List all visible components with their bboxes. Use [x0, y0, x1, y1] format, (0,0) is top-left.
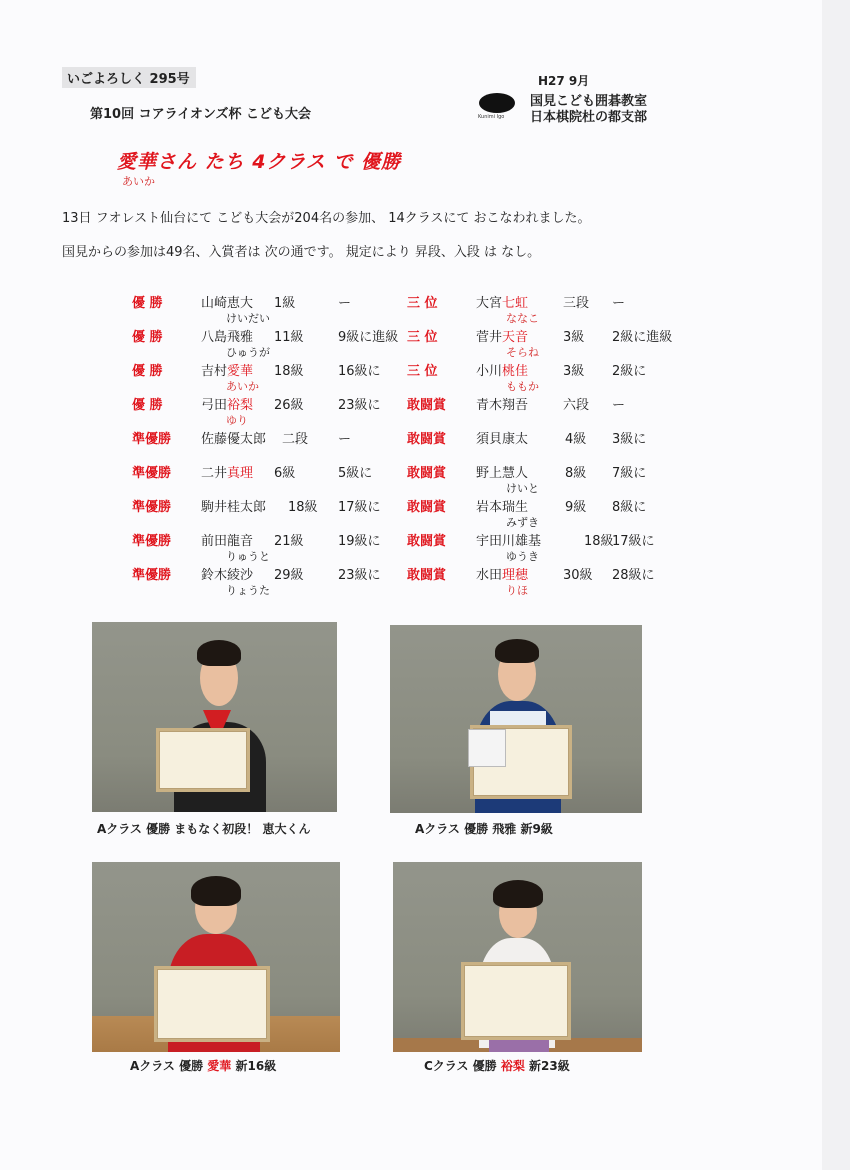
- name-ruby: あいか: [226, 380, 259, 393]
- winner-name-part: 小川: [476, 364, 503, 379]
- winner-grade: 3級: [563, 330, 585, 345]
- promotion-note: ー: [338, 296, 352, 311]
- page-edge: [822, 0, 850, 1170]
- award-label: 三 位: [407, 296, 438, 311]
- winner-name: [201, 394, 253, 413]
- winner-grade: 二段: [282, 432, 309, 447]
- award-label: 敢闘賞: [407, 500, 447, 515]
- promotion-note: ー: [338, 432, 352, 447]
- winner-name: [476, 360, 528, 379]
- winner-name: [476, 496, 528, 515]
- winner-name-part: 宇田川雄基: [476, 534, 542, 549]
- winner-grade: 4級: [565, 432, 587, 447]
- award-label: 準優勝: [132, 568, 172, 583]
- winner-grade: 六段: [563, 398, 590, 413]
- photo-a-class-aika: [92, 862, 340, 1052]
- winner-name-part: 水田: [476, 568, 503, 583]
- name-ruby: ななこ: [506, 312, 539, 325]
- winner-name-part: 野上慧人: [476, 466, 529, 481]
- winner-name-part: 鈴木綾沙: [201, 568, 254, 583]
- winner-name-highlight: 裕梨: [227, 398, 254, 413]
- name-ruby: みずき: [506, 516, 539, 529]
- name-ruby: けいだい: [226, 312, 270, 325]
- winner-name: [476, 462, 528, 481]
- winner-name-part: 前田龍音: [201, 534, 254, 549]
- award-label: 優 勝: [132, 398, 163, 413]
- award-label: 準優勝: [132, 534, 172, 549]
- winner-grade: 9級: [565, 500, 587, 515]
- photo-caption-3: Aクラス 優勝 愛華 新16級: [130, 1059, 277, 1073]
- winner-name-highlight: 真理: [227, 466, 254, 481]
- winner-name: [476, 326, 528, 345]
- organization-name: 国見こども囲碁教室: [530, 94, 648, 109]
- winner-name-part: 駒井桂太郎: [201, 500, 267, 515]
- organization-branch: 日本棋院杜の都支部: [530, 110, 648, 125]
- name-ruby: けいと: [506, 482, 539, 495]
- winner-name: [201, 326, 253, 345]
- name-ruby: りほ: [506, 584, 528, 597]
- winner-name: [201, 564, 253, 583]
- winner-name: [201, 360, 253, 379]
- winner-grade: 11級: [274, 330, 304, 345]
- award-label: 敢闘賞: [407, 534, 447, 549]
- promotion-note: 16級に: [338, 364, 381, 379]
- name-ruby: りゅうと: [226, 550, 270, 563]
- promotion-note: 7級に: [612, 466, 647, 481]
- name-ruby: りょうた: [226, 584, 270, 597]
- promotion-note: 3級に: [612, 432, 647, 447]
- winner-grade: 18級: [584, 534, 614, 549]
- winner-grade: 三段: [563, 296, 590, 311]
- winner-name-part: 大宮: [476, 296, 503, 311]
- winner-name-part: 八島飛雅: [201, 330, 254, 345]
- winner-name-part: 二井: [201, 466, 228, 481]
- winner-grade: 18級: [274, 364, 304, 379]
- promotion-note: 9級に進級: [338, 330, 399, 345]
- award-label: 敢闘賞: [407, 568, 447, 583]
- promotion-note: ー: [612, 296, 626, 311]
- winner-name-part: 菅井: [476, 330, 503, 345]
- winner-name: [476, 564, 528, 583]
- intro-line-2: 国見からの参加は49名、入賞者は 次の通です。 規定により 昇段、入段 は なし。: [62, 245, 541, 260]
- winner-grade: 30級: [563, 568, 593, 583]
- winner-name: [476, 292, 528, 311]
- promotion-note: 2級に: [612, 364, 647, 379]
- winner-grade: 1級: [274, 296, 296, 311]
- winner-name-part: 岩本瑞生: [476, 500, 529, 515]
- name-ruby: ももか: [506, 380, 539, 393]
- winner-name: [476, 394, 528, 413]
- winner-name-highlight: 理穂: [502, 568, 529, 583]
- winner-name-part: 佐藤優太郎: [201, 432, 267, 447]
- issue-date: H27 9月: [538, 74, 590, 88]
- photo-a-class-hyuga: [390, 625, 642, 813]
- photo-a-class-keidai: [92, 622, 337, 812]
- promotion-note: 2級に進級: [612, 330, 673, 345]
- award-label: 優 勝: [132, 364, 163, 379]
- winner-name: [201, 292, 253, 311]
- winner-name-part: 弓田: [201, 398, 228, 413]
- go-stone-logo: [478, 92, 518, 122]
- winner-grade: 6級: [274, 466, 296, 481]
- headline-ruby: あいか: [122, 175, 155, 188]
- award-label: 三 位: [407, 364, 438, 379]
- winner-grade: 21級: [274, 534, 304, 549]
- award-label: 準優勝: [132, 432, 172, 447]
- award-label: 準優勝: [132, 466, 172, 481]
- award-label: 三 位: [407, 330, 438, 345]
- winner-name: [201, 462, 253, 481]
- award-label: 敢闘賞: [407, 466, 447, 481]
- award-label: 準優勝: [132, 500, 172, 515]
- winner-name-part: 吉村: [201, 364, 228, 379]
- winner-name: [201, 428, 266, 447]
- winner-grade: 26級: [274, 398, 304, 413]
- logo-text: Kunimi Igo: [478, 114, 505, 120]
- winner-name-highlight: 天音: [502, 330, 529, 345]
- name-ruby: ゆり: [226, 414, 248, 427]
- promotion-note: 17級に: [612, 534, 655, 549]
- winner-grade: 18級: [288, 500, 318, 515]
- photo-caption-4: Cクラス 優勝 裕梨 新23級: [424, 1059, 570, 1073]
- event-title: 第10回 コアライオンズ杯 こども大会: [90, 107, 311, 122]
- winner-name: [201, 530, 253, 549]
- newsletter-title: いごよろしく 295号: [62, 67, 196, 88]
- promotion-note: 5級に: [338, 466, 373, 481]
- photo-caption-1: Aクラス 優勝 まもなく初段！ 恵大くん: [97, 822, 311, 836]
- winner-name: [476, 530, 541, 549]
- promotion-note: 23級に: [338, 568, 381, 583]
- winner-grade: 29級: [274, 568, 304, 583]
- winner-grade: 8級: [565, 466, 587, 481]
- winner-name-highlight: 桃佳: [502, 364, 529, 379]
- headline: 愛華さん たち 4クラス で 優勝: [117, 151, 402, 173]
- intro-line-1: 13日 フオレスト仙台にて こども大会が204名の参加、 14クラスにて おこなわれました。: [62, 211, 591, 226]
- go-stone-icon: [479, 93, 515, 113]
- promotion-note: 19級に: [338, 534, 381, 549]
- award-label: 敢闘賞: [407, 432, 447, 447]
- award-label: 優 勝: [132, 330, 163, 345]
- winner-name-highlight: 愛華: [227, 364, 254, 379]
- promotion-note: ー: [612, 398, 626, 413]
- photo-caption-2: Aクラス 優勝 飛雅 新9級: [415, 822, 553, 836]
- promotion-note: 28級に: [612, 568, 655, 583]
- photo-c-class-yuri: [393, 862, 642, 1052]
- name-ruby: ゆうき: [506, 550, 539, 563]
- name-ruby: そらね: [506, 346, 539, 359]
- winner-name: [476, 428, 528, 447]
- winner-name-highlight: 七虹: [502, 296, 529, 311]
- promotion-note: 23級に: [338, 398, 381, 413]
- name-ruby: ひゅうが: [226, 346, 270, 359]
- promotion-note: 17級に: [338, 500, 381, 515]
- winner-name: [201, 496, 266, 515]
- award-label: 敢闘賞: [407, 398, 447, 413]
- award-label: 優 勝: [132, 296, 163, 311]
- winner-name-part: 須貝康太: [476, 432, 529, 447]
- winner-grade: 3級: [563, 364, 585, 379]
- winner-name-part: 青木翔吾: [476, 398, 529, 413]
- winner-name-part: 山崎恵大: [201, 296, 254, 311]
- promotion-note: 8級に: [612, 500, 647, 515]
